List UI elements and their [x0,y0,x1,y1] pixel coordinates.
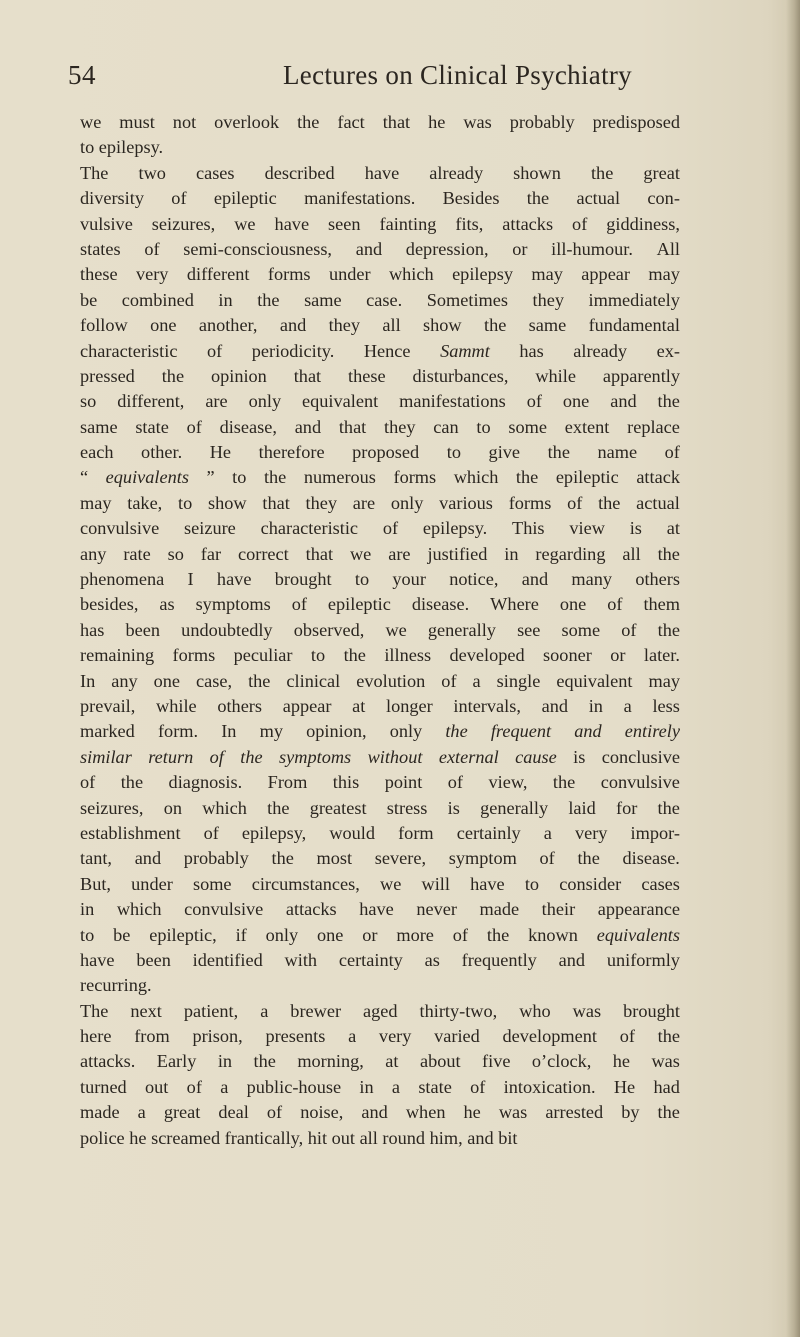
text-line: establishment of epilepsy, would form certainly a very impor- [80,822,680,843]
text-line: police he screamed frantically, hit out all round him, and bit [80,1127,518,1148]
text-line: we must not overlook the fact that he was probably predisposed [80,112,680,132]
text-line: follow one another, and they all show the same fundamental [80,315,680,336]
text-line: seizures, on which the greatest stress is generally laid for the [80,797,680,818]
text-line: each other. He therefore proposed to give the name of [80,442,680,463]
text-line: have been identified with certainty as frequently and uniformly [80,949,680,970]
text-line: same state of disease, and that they can to some extent replace [80,416,680,437]
text-line: may take, to show that they are only various forms of the actual [80,492,680,513]
text-line: to epilepsy. [80,137,164,158]
page-number: 54 [68,60,96,90]
text-line: states of semi-consciousness, and depression, or ill-humour. All [80,238,680,259]
text-line: “ equivalents ” to the numerous forms which the epileptic attack [80,467,680,488]
text-line: any rate so far correct that we are justified in regarding all the [80,543,680,564]
text-line: vulsive seizures, we have seen fainting fits, attacks of giddiness, [80,213,680,234]
text-line: turned out of a public-house in a state of intoxication. He had [80,1076,680,1097]
text-line: to be epileptic, if only one or more of the known equivalents [80,924,680,945]
body-text [80,110,680,1151]
text-line: of the diagnosis. From this point of view, the convulsive [80,772,680,793]
text-line: phenomena I have brought to your notice, and many others [80,569,680,590]
text-line: pressed the opinion that these disturbances, while apparently [80,365,680,386]
text-line: similar return of the symptoms without external cause is conclusive [80,746,680,767]
text-line: be combined in the same case. Sometimes they immediately [80,289,680,310]
text-line: But, under some circumstances, we will have to consider cases [80,873,680,894]
text-line: prevail, while others appear at longer intervals, and in a less [80,695,680,716]
running-title: Lectures on Clinical Psychiatry [283,60,632,90]
text-line: recurring. [80,975,152,996]
text-line: in which convulsive attacks have never made their appearance [80,899,680,920]
text-line: characteristic of periodicity. Hence Sammt has already ex- [80,340,680,361]
text-line: besides, as symptoms of epileptic disease. Where one of them [80,594,680,615]
text-line: has been undoubtedly observed, we generally see some of the [80,619,680,640]
text-line: convulsive seizure characteristic of epilepsy. This view is at [80,518,680,539]
page-edge-shadow [786,0,800,1337]
text-line: diversity of epileptic manifestations. Besides the actual con- [80,188,680,209]
text-line: tant, and probably the most severe, symptom of the disease. [80,848,680,869]
text-line: made a great deal of noise, and when he was arrested by the [80,1102,680,1123]
text-line: In any one case, the clinical evolution of a single equivalent may [80,670,680,691]
text-line: attacks. Early in the morning, at about five o’clock, he was [80,1051,680,1072]
page-header [68,56,748,100]
text-line: marked form. In my opinion, only the frequent and entirely [80,721,680,742]
text-line: The next patient, a brewer aged thirty-two, who was brought [80,1000,680,1021]
text-line: these very different forms under which epilepsy may appear may [80,264,680,285]
text-line: so different, are only equivalent manifestations of one and the [80,391,680,412]
text-line: here from prison, presents a very varied development of the [80,1026,680,1047]
text-line: remaining forms peculiar to the illness developed sooner or later. [80,645,680,666]
text-line: The two cases described have already shown the great [80,162,680,183]
